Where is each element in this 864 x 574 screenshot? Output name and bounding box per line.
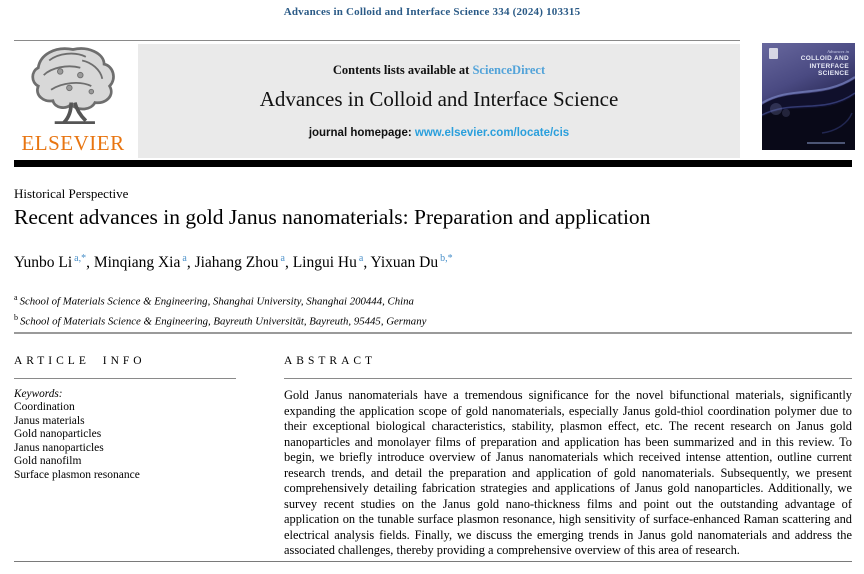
author: Lingui Hu $^a$,	[292, 253, 371, 272]
article-title: Recent advances in gold Janus nanomaterials: Preparation and application	[14, 205, 651, 229]
author: Jiahang Zhou $^a$,	[194, 253, 293, 272]
keyword: Gold nanoparticles	[14, 428, 102, 441]
masthead-journal-title: Advances in Colloid and Interface Science	[259, 87, 619, 111]
journal-homepage-link[interactable]: www.elsevier.com/locate/cis	[414, 127, 570, 139]
author-separator: ,	[284, 254, 293, 272]
page-bottom-divider	[14, 561, 852, 562]
keyword: Janus nanoparticles	[14, 441, 104, 454]
affiliation: $^a$ School of Materials Science & Engineering, Shanghai University, Shanghai 200444, China	[14, 293, 414, 308]
elsevier-wordmark: ELSEVIER	[21, 131, 125, 155]
keyword: Janus materials	[14, 414, 85, 427]
author: Yixuan Du $^{b,*}$	[370, 253, 453, 272]
masthead-box	[138, 44, 740, 158]
keywords-label: Keywords:	[14, 388, 63, 400]
homepage-line	[309, 127, 569, 139]
abstract-heading: ABSTRACT	[284, 355, 377, 367]
contents-line	[333, 63, 545, 78]
masthead-black-bar	[14, 160, 852, 167]
abstract-text: Gold Janus nanomaterials have a tremendous significance for the novel bifunctional materials, significantly expanding the application scope of gold nanomaterials, especially Janus gold-thiol coordination polymer due to their exceptional biological characteristics, stability, plasmon effect, etc. The recent research on Janus gold nanoparticles and monolayer films of preparation and application has been summarized and in this review. To begin, we briefly introduce overview of Janus nanomaterials which received intense attention, outline current research trends, and detail the preparation and application of gold nanomaterials. Subsequently, we present comprehensively detailing fabrication strategies and applications of Janus gold nanoparticles. Additionally, we survey recent studies on the Janus gold nano-thickness films and point out the outstanding advantage of application on the tunable surface plasmon resonance, high sensitivity of surface-enhanced Raman scattering and electrical analysis fields. Finally, we discuss the emerging trends in Janus gold nanomaterials and address the associated challenges, thereby providing a comprehensive overview of this area of research.	[284, 388, 852, 557]
author-affiliation-mark: a	[182, 253, 187, 264]
journal-cover-thumbnail	[762, 43, 855, 150]
homepage-prefix: journal homepage:	[308, 127, 415, 139]
author: Minqiang Xia $^a$,	[93, 253, 195, 272]
keywords-list	[14, 401, 236, 483]
contents-line-prefix: Contents lists available at	[332, 63, 473, 77]
keyword: Gold nanofilm	[14, 455, 82, 468]
keyword: Coordination	[14, 401, 75, 413]
cover-series-label: Advances in	[827, 49, 849, 54]
author-affiliation-mark: b,*	[440, 253, 453, 264]
author-list	[14, 253, 453, 272]
affiliation-mark: b	[14, 313, 18, 323]
abstract-rule	[284, 378, 852, 379]
affiliation-mark: a	[14, 293, 18, 302]
cover-footer-mark	[807, 142, 845, 145]
elsevier-tree-icon	[16, 44, 130, 130]
author-separator: ,	[186, 254, 195, 272]
article-type-label: Historical Perspective	[14, 186, 129, 201]
affiliation-list	[14, 290, 426, 330]
article-info-column	[14, 355, 236, 483]
author-separator: ,	[363, 254, 371, 272]
author-affiliation-mark: a	[280, 253, 285, 264]
author-affiliation-mark: a,*	[74, 253, 87, 264]
author-separator: ,	[86, 254, 94, 272]
affiliation: $^b$ School of Materials Science & Engineering, Bayreuth Universität, Bayreuth, 95445, Germany	[14, 313, 427, 328]
running-head-journal-ref: Advances in Colloid and Interface Science 334 (2024) 103315	[283, 6, 581, 18]
cover-crest-icon	[769, 48, 778, 59]
top-divider	[14, 40, 740, 41]
author-affiliation-mark: a	[358, 253, 364, 264]
abstract-column	[284, 355, 852, 559]
cover-title: COLLOID AND INTERFACE SCIENCE	[800, 55, 849, 77]
author: Yunbo Li $^{a,*}$,	[14, 253, 94, 272]
elsevier-logo	[16, 44, 130, 158]
section-divider	[14, 332, 852, 334]
article-info-rule	[14, 378, 236, 379]
article-info-heading: ARTICLE INFO	[14, 355, 146, 367]
sciencedirect-link[interactable]: ScienceDirect	[472, 63, 546, 77]
keyword: Surface plasmon resonance	[14, 468, 140, 481]
